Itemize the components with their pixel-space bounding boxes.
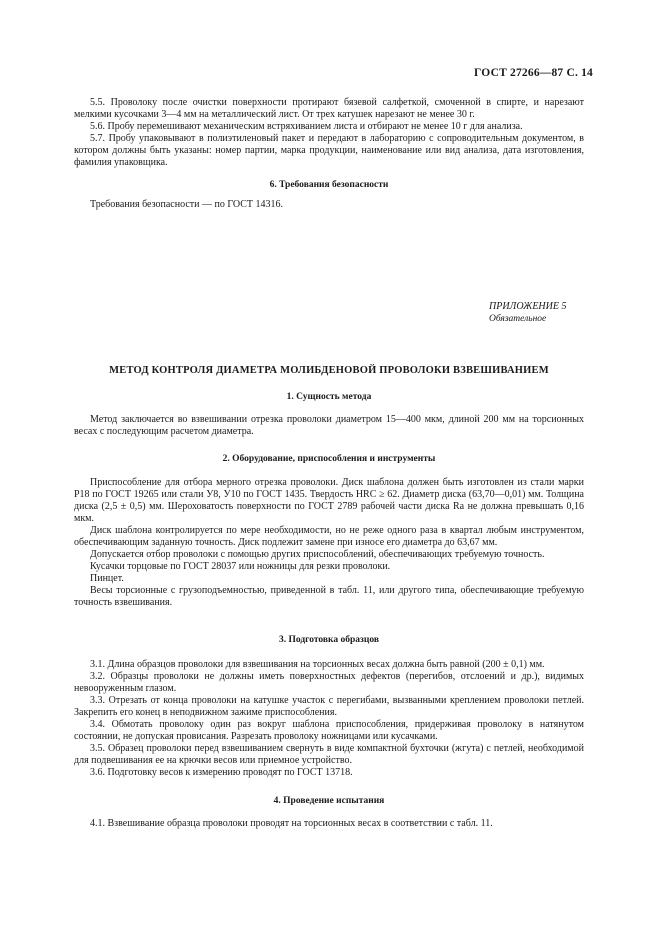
section-4-heading: 4. Проведение испытания (273, 796, 385, 806)
section-2-paragraph: Допускается отбор проволоки с помощью других приспособлений, обеспечивающих требуемую точность. (90, 549, 545, 560)
page-header: ГОСТ 27266—87 С. 14 (474, 67, 593, 79)
section-2-paragraph: Весы торсионные с грузоподъемностью, приведенной в табл. 11, или другого типа, обеспечивающие требуемую точность взвешивания. (74, 585, 584, 608)
section-2-paragraph: Кусачки торцовые по ГОСТ 28037 или ножницы для резки проволоки. (90, 561, 391, 572)
appendix-status: Обязательное (489, 314, 547, 324)
section-5-paragraphs (74, 97, 584, 169)
section-3-heading: 3. Подготовка образцов (279, 635, 379, 645)
section-3-paragraph: 3.3. Отрезать от конца проволоки на катушке участок с перегибами, вызванными креплением проволоки петлей. Закрепить его конец в неподвижном зажиме приспособления. (74, 695, 584, 718)
section-3-paragraph: 3.1. Длина образцов проволоки для взвешивания на торсионных весах должна быть равной (200 ± 0,1) мм. (90, 659, 545, 670)
section-3-paragraph: 3.2. Образцы проволоки не должны иметь поверхностных дефектов (перегибов, отслоений и др.), видимых невооруженным глазом. (74, 671, 584, 694)
appendix-number: ПРИЛОЖЕНИЕ 5 (489, 301, 567, 312)
section-2-paragraph: Приспособление для отбора мерного отрезка проволоки. Диск шаблона должен быть изготовлен из стали марки Р18 по ГОСТ 19265 или стали У8, У10 по ГОСТ 1435. Твердость HRC ≥ 62. Диаметр диска (63,70—0,01) мм. Толщина диска (2,5 ± 0,5) мм. Шероховатость поверхности по ГОСТ 2789 рабочей части диска Ra не должна превышать 0,16 мкм. (74, 477, 584, 524)
section-4-text: 4.1. Взвешивание образца проволоки проводят на торсионных весах в соответствии с табл. 11. (90, 818, 493, 829)
section-3-paragraph: 3.5. Образец проволоки перед взвешиванием свернуть в виде компактной бухточки (жгута) с петлей, необходимой для подвешивания ее на крючки весов или приемное устройство. (74, 743, 584, 766)
section-3-paragraph: 3.6. Подготовку весов к измерению проводят по ГОСТ 13718. (90, 767, 353, 778)
section-2-heading: 2. Оборудование, приспособления и инструменты (222, 454, 436, 464)
section-2-paragraph: Пинцет. (90, 573, 124, 584)
section-1-body (74, 414, 584, 438)
section-3-body (74, 659, 584, 779)
section-4-body (74, 818, 584, 830)
paragraph-5-6: 5.6. Пробу перемешивают механическим встряхиванием листа и отбирают не менее 10 г для анализа. (90, 121, 523, 132)
section-6-body (74, 199, 584, 211)
section-2-body (74, 477, 584, 609)
paragraph-5-5: 5.5. Проволоку после очистки поверхности протирают бязевой салфеткой, смоченной в спирте, и нарезают мелкими кусочками 3—4 мм на металлический лист. От трех катушек нарезают не менее 30 г. (74, 97, 584, 120)
method-title: МЕТОД КОНТРОЛЯ ДИАМЕТРА МОЛИБДЕНОВОЙ ПРОВОЛОКИ ВЗВЕШИВАНИЕМ (109, 365, 549, 376)
appendix-label (489, 300, 567, 326)
section-6-heading: 6. Требования безопасности (269, 180, 389, 190)
section-1-text: Метод заключается во взвешивании отрезка проволоки диаметром 15—400 мкм, длиной 200 мм на торсионных весах с последующим расчетом диаметра. (74, 414, 584, 437)
paragraph-5-7: 5.7. Пробу упаковывают в полиэтиленовый пакет и передают в лабораторию с сопроводительным документом, в котором должны быть указаны: номер партии, марка продукции, наименование или вид анализа, дата изготовления, фамилия упаковщика. (74, 133, 584, 168)
section-6-text: Требования безопасности — по ГОСТ 14316. (90, 199, 283, 210)
section-1-heading: 1. Сущность метода (286, 392, 372, 402)
section-2-paragraph: Диск шаблона контролируется по мере необходимости, но не реже одного раза в квартал любым инструментом, обеспечивающим заданную точность. Диск подлежит замене при износе его диаметра до 63,67 мм. (74, 525, 584, 548)
section-3-paragraph: 3.4. Обмотать проволоку один раз вокруг шаблона приспособления, придерживая проволоку в натянутом состоянии, не допуская провисания. Разрезать проволоку ножницами или кусачками. (74, 719, 584, 742)
